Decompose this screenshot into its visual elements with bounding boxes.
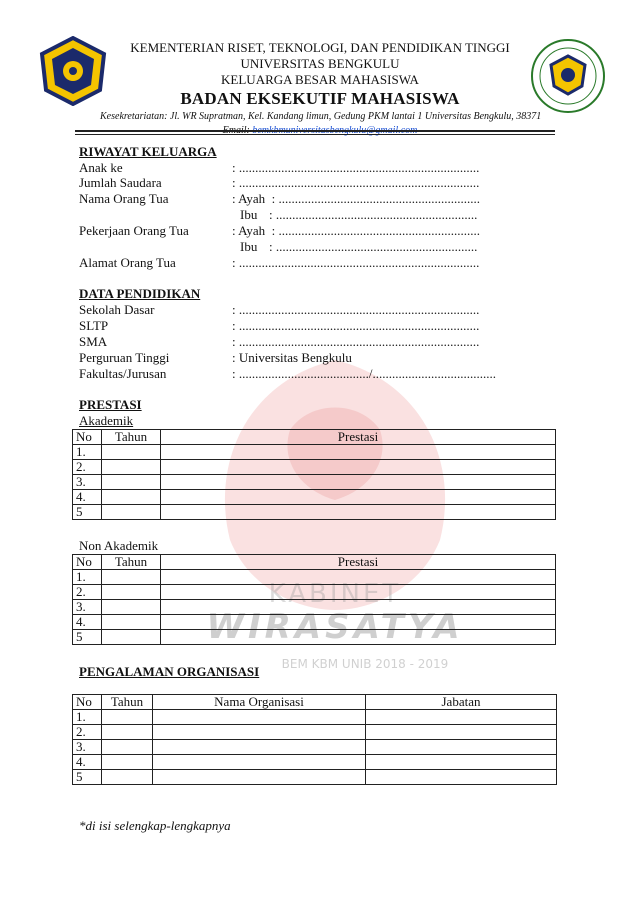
- cell-jabatan[interactable]: [366, 755, 557, 770]
- section-title-organization: PENGALAMAN ORGANISASI: [79, 664, 260, 679]
- cell-prestasi[interactable]: [161, 505, 556, 520]
- ibu-label: Ibu: [240, 239, 258, 254]
- field-label: Jumlah Saudara: [79, 175, 162, 190]
- row-number: 4.: [73, 755, 102, 770]
- email-label: Email:: [222, 125, 250, 136]
- cell-tahun[interactable]: [102, 615, 161, 630]
- ministry-name: KEMENTERIAN RISET, TEKNOLOGI, DAN PENDIDIKAN TINGGI: [130, 40, 510, 55]
- table-row: [73, 475, 556, 490]
- row-number: 1.: [73, 570, 102, 585]
- cell-tahun[interactable]: [102, 570, 161, 585]
- cell-prestasi[interactable]: [161, 445, 556, 460]
- email-link[interactable]: bemkbmuniversitasbengkulu@gmail.com: [252, 125, 418, 136]
- table-row: [73, 570, 556, 585]
- field-blank[interactable]: : ..........................................................................: [232, 318, 480, 333]
- field-sltp: [79, 318, 479, 333]
- table-row: [73, 710, 557, 725]
- field-nama-orang-tua: [79, 191, 480, 206]
- cell-tahun[interactable]: [102, 505, 161, 520]
- row-number: 3.: [73, 600, 102, 615]
- field-blank[interactable]: : ..............................................................: [269, 239, 478, 254]
- cell-prestasi[interactable]: [161, 600, 556, 615]
- cell-nama-organisasi[interactable]: [153, 755, 366, 770]
- cell-nama-organisasi[interactable]: [153, 725, 366, 740]
- table-row: [73, 630, 556, 645]
- watermark-line1: KABINET: [268, 579, 402, 609]
- cell-nama-organisasi[interactable]: [153, 740, 366, 755]
- cell-tahun[interactable]: [102, 475, 161, 490]
- field-label: SLTP: [79, 318, 109, 333]
- section-title-family: RIWAYAT KELUARGA: [79, 144, 217, 159]
- field-fakultas-jurusan: [79, 366, 496, 381]
- row-number: 4.: [73, 490, 102, 505]
- cell-tahun[interactable]: [102, 740, 153, 755]
- table-row: [73, 770, 557, 785]
- cell-prestasi[interactable]: [161, 460, 556, 475]
- field-label: Nama Orang Tua: [79, 191, 169, 206]
- ibu-label: Ibu: [240, 207, 258, 222]
- field-pekerjaan-ibu: [240, 239, 477, 254]
- field-blank[interactable]: : ..............................................................: [269, 207, 478, 222]
- header-rule-thick: [75, 130, 555, 132]
- row-number: 4.: [73, 615, 102, 630]
- field-label: Alamat Orang Tua: [79, 255, 176, 270]
- table-row: [73, 740, 557, 755]
- cell-tahun[interactable]: [102, 630, 161, 645]
- row-number: 2.: [73, 460, 102, 475]
- row-number: 3.: [73, 475, 102, 490]
- field-blank[interactable]: : ..........................................................................: [232, 334, 480, 349]
- field-perguruan-tinggi: [79, 350, 352, 365]
- cell-jabatan[interactable]: [366, 725, 557, 740]
- header-tahun: Tahun: [102, 555, 161, 570]
- footnote: *di isi selengkap-lengkapnya: [79, 818, 231, 833]
- table-row: [73, 600, 556, 615]
- cell-prestasi[interactable]: [161, 475, 556, 490]
- organization-name: KELUARGA BESAR MAHASISWA: [221, 72, 419, 87]
- row-number: 1.: [73, 445, 102, 460]
- header-prestasi: Prestasi: [161, 430, 556, 445]
- table-header-row: [73, 555, 556, 570]
- field-value: : Universitas Bengkulu: [232, 350, 352, 365]
- row-number: 2.: [73, 585, 102, 600]
- header-jabatan: Jabatan: [366, 695, 557, 710]
- cell-tahun[interactable]: [102, 710, 153, 725]
- field-nama-ibu: [240, 207, 477, 222]
- header-prestasi: Prestasi: [161, 555, 556, 570]
- cell-tahun[interactable]: [102, 445, 161, 460]
- header-no: No: [73, 555, 102, 570]
- row-number: 5: [73, 630, 102, 645]
- row-number: 3.: [73, 740, 102, 755]
- field-sekolah-dasar: [79, 302, 479, 317]
- field-alamat-orang-tua: [79, 255, 479, 270]
- cell-nama-organisasi[interactable]: [153, 770, 366, 785]
- cell-jabatan[interactable]: [366, 740, 557, 755]
- field-label: Pekerjaan Orang Tua: [79, 223, 189, 238]
- table-row: [73, 505, 556, 520]
- university-name: UNIVERSITAS BENGKULU: [240, 56, 400, 71]
- field-blank[interactable]: : ..............................................................: [271, 223, 480, 238]
- field-blank[interactable]: : ......................................../......................................: [232, 366, 496, 381]
- cell-tahun[interactable]: [102, 585, 161, 600]
- field-sma: [79, 334, 479, 349]
- section-title-education: DATA PENDIDIKAN: [79, 286, 201, 301]
- academic-achievement-table: [72, 429, 556, 520]
- table-row: [73, 445, 556, 460]
- table-row: [73, 460, 556, 475]
- watermark-line3: BEM KBM UNIB 2018 - 2019: [281, 657, 449, 670]
- address: Kesekretariatan: Jl. WR Supratman, Kel. Kandang limun, Gedung PKM lantai 1 Universitas Bengkulu, 38371: [100, 111, 542, 122]
- table-row: [73, 585, 556, 600]
- field-pekerjaan-orang-tua: [79, 223, 480, 238]
- table-header-row: [73, 430, 556, 445]
- cell-tahun[interactable]: [102, 490, 161, 505]
- table-row: [73, 490, 556, 505]
- subsection-academic: Akademik: [79, 413, 134, 428]
- cell-prestasi[interactable]: [161, 570, 556, 585]
- cell-tahun[interactable]: [102, 600, 161, 615]
- header-tahun: Tahun: [102, 695, 153, 710]
- field-blank[interactable]: : ..........................................................................: [232, 175, 480, 190]
- cell-prestasi[interactable]: [161, 490, 556, 505]
- header-no: No: [73, 430, 102, 445]
- header-rule-thin: [75, 134, 555, 135]
- watermark-line2: WIRASATYA: [206, 607, 464, 647]
- field-blank[interactable]: : ..........................................................................: [232, 255, 480, 270]
- cell-tahun[interactable]: [102, 460, 161, 475]
- cell-prestasi[interactable]: [161, 585, 556, 600]
- university-logo-left: [38, 36, 108, 106]
- header-tahun: Tahun: [102, 430, 161, 445]
- field-label: SMA: [79, 334, 108, 349]
- subsection-non-academic: Non Akademik: [79, 538, 159, 553]
- organization-experience-table: [72, 694, 557, 785]
- row-number: 1.: [73, 710, 102, 725]
- field-label: Perguruan Tinggi: [79, 350, 170, 365]
- field-blank[interactable]: : ..........................................................................: [232, 160, 480, 175]
- field-label: Sekolah Dasar: [79, 302, 155, 317]
- cell-prestasi[interactable]: [161, 630, 556, 645]
- cell-jabatan[interactable]: [366, 770, 557, 785]
- field-label: Anak ke: [79, 160, 123, 175]
- field-label: Fakultas/Jurusan: [79, 366, 167, 381]
- table-row: [73, 755, 557, 770]
- row-number: 2.: [73, 725, 102, 740]
- cell-tahun[interactable]: [102, 725, 153, 740]
- row-number: 5: [73, 770, 102, 785]
- header-no: No: [73, 695, 102, 710]
- cell-nama-organisasi[interactable]: [153, 710, 366, 725]
- header-nama-organisasi: Nama Organisasi: [153, 695, 366, 710]
- bem-title: BADAN EKSEKUTIF MAHASISWA: [180, 89, 460, 108]
- bem-logo-right: [530, 38, 606, 114]
- row-number: 5: [73, 505, 102, 520]
- cell-jabatan[interactable]: [366, 710, 557, 725]
- cell-tahun[interactable]: [102, 770, 153, 785]
- cell-prestasi[interactable]: [161, 615, 556, 630]
- section-title-achievement: PRESTASI: [79, 397, 142, 412]
- field-blank[interactable]: : ..........................................................................: [232, 302, 480, 317]
- field-blank[interactable]: : ..............................................................: [271, 191, 480, 206]
- ayah-label: : Ayah: [232, 223, 266, 238]
- field-anak-ke: [79, 160, 479, 175]
- table-row: [73, 615, 556, 630]
- table-row: [73, 725, 557, 740]
- ayah-label: : Ayah: [232, 191, 266, 206]
- field-jumlah-saudara: [79, 175, 479, 190]
- non-academic-achievement-table: [72, 554, 556, 645]
- table-header-row: [73, 695, 557, 710]
- letterhead: [100, 40, 540, 137]
- cell-tahun[interactable]: [102, 755, 153, 770]
